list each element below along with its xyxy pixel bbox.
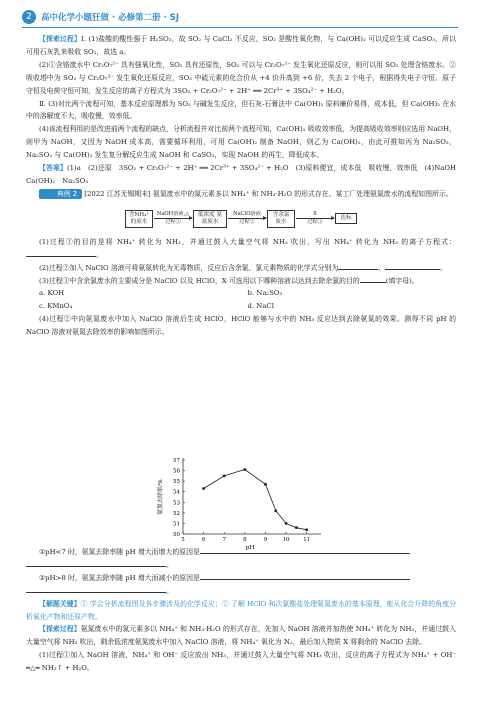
- data-point: [223, 474, 226, 477]
- explore-paragraph-4: (4)该流程利用的是改进前两个流程的缺点，分析流程并对比前两个流程可知，Ca(OH)₂ 吸收效率低，为提高吸收效率则应选用 NaOH，则甲为 NaOH，又因为 NaOH 成本高，需要循环利用，可用 Ca(OH)₂ 制备 NaOH，则乙为 Ca(OH)₂，由此可推知丙为 Na₂SO₃，Na₂SO₃ 与 Ca(OH)₂ 发生复分解反应生成 NaOH 和 CaSO₃，实现 NaOH 的再生，降低成本。: [26, 125, 456, 160]
- question-2-text: (2)过程②加入 NaClO 溶液可将氨氮转化为无毒物质，反应后含余氯、氯元素物质的化学式分别为: [39, 263, 339, 272]
- flow-box-low-conc: 低浓度 氨氮废水: [193, 210, 227, 228]
- page-number: 2: [22, 10, 36, 24]
- answer-blank[interactable]: [360, 282, 386, 283]
- option-c: c. KMnO₄: [39, 302, 73, 311]
- explore-paragraph-3: Ⅱ. (3)对比两个流程可知，基本反应原理都为 SO₂ 与碱发生反应，但石灰-石膏法中 Ca(OH)₂ 原料廉价易得，成本低，但 Ca(OH)₂ 在水中的溶解度不大，吸收慢，效率低。: [26, 99, 456, 121]
- flow-arrow-3-reagent: X: [313, 211, 317, 218]
- x-tick-label: 11: [303, 537, 311, 543]
- explore2-label: 【探索过程】: [39, 625, 81, 634]
- example-text: [2022 江苏无锡期末] 氨氮废水中的氮元素多以 NH₄⁺ 和 NH₃·H₂O 的形式存在。某工厂处理氨氮废水的流程如图所示。: [84, 189, 453, 198]
- answer-blank[interactable]: [200, 579, 410, 580]
- example-badge: 典例 2: [39, 189, 82, 199]
- solve-key-text: ① 学会分析流程图及各步骤涉及的化学反应；② 了解 HClO 和次氯酸盐处理氨氮废水的基本原理，能从化合升降的角度分析氧化产物和还原产物。: [26, 599, 456, 621]
- flow-arrow-2-reagent: NaClO溶液: [233, 211, 261, 218]
- x-tick-label: 8: [243, 537, 247, 543]
- flow-arrow-1-step: 过程①: [165, 219, 181, 226]
- question-3-tail: (填字母)。: [385, 276, 419, 285]
- x-axis-label: pH: [245, 545, 255, 551]
- flow-arrow-1-reagent: NaOH溶液,△: [156, 211, 190, 218]
- flow-box-raw-water: 含NH₄⁺ 的废水: [125, 210, 153, 228]
- question-3: [26, 275, 456, 288]
- answer-text: (1)a (2)还原 3SO₂ + Cr₂O₇²⁻ + 2H⁺ ══ 2Cr³⁺ + 3SO₄²⁻ + H₂O (3)原料便宜，成本低 吸收慢，效率低 (4)NaOH Ca(OH)₂ Na₂SO₃: [26, 164, 463, 185]
- solve-key-label: 【解题关键】: [39, 599, 81, 608]
- explore-paragraph-1: [26, 33, 456, 59]
- question-4a-text: ①pH<7 时，氨氮去除率随 pH 增大而增大的原因是: [39, 548, 200, 556]
- question-4b-text: ②pH>8 时，氨氮去除率随 pH 增大而减小的原因是: [39, 573, 200, 582]
- data-point: [305, 528, 308, 531]
- explore2-paragraph-2: (1)过程①加入 NaOH 溶液，NH₄⁺ 和 OH⁻ 反应放出 NH₃，并通过鼓入大量空气将 NH₃ 吹出，反应的离子方程式为 NH₄⁺ + OH⁻ ═△═ NH₃↑ + H₂O。: [26, 651, 456, 673]
- solve-key-paragraph: [26, 598, 456, 624]
- question-4a: [26, 546, 456, 559]
- page-body: [26, 33, 463, 339]
- x-tick-label: 9: [263, 537, 268, 543]
- x-tick-label: 6: [201, 537, 206, 543]
- data-point: [243, 468, 246, 471]
- y-tick-label: 55: [173, 479, 180, 486]
- data-point: [285, 522, 288, 525]
- example-paragraph: [26, 188, 456, 201]
- removal-rate-chart: [155, 454, 325, 552]
- question-3-text: (3)过程③中含余氯废水的主要成分是 NaClO 以及 HClO，X 可选用以下哪种溶液以达到去除余氯的目的: [39, 276, 360, 285]
- question-2: (2)过程②加入 NaClO 溶液可将氨氮转化为无毒物质，反应后含余氯、氯元素物质的化学式分别为 、 。: [39, 263, 448, 272]
- process-flow-diagram: [26, 206, 456, 232]
- answer-paragraph: [26, 162, 463, 188]
- x-tick-label: 7: [222, 537, 226, 543]
- flow-arrow-2-step: 过程②: [239, 219, 255, 226]
- option-d: d. NaCl: [247, 302, 274, 311]
- flow-box-residual-cl: 含余氯 废水: [267, 210, 295, 228]
- answer-blank[interactable]: [200, 553, 410, 554]
- flow-arrow-3: [296, 211, 334, 226]
- explore-label: 【探索过程】: [39, 35, 82, 43]
- x-tick-label: 5: [181, 537, 185, 543]
- y-tick-label: 50: [173, 532, 180, 538]
- flow-arrow-2: [228, 211, 266, 226]
- question-1-text: (1)过程①的目的是将 NH₄⁺ 转化为 NH₃，并通过鼓入大量空气将 NH₃ 吹出，写出 NH₄⁺ 转化为 NH₃ 的离子方程式：: [39, 237, 456, 246]
- data-point: [274, 509, 277, 512]
- data-point: [295, 526, 298, 529]
- option-b: b. Na₂SO₃: [247, 289, 283, 298]
- data-point: [202, 487, 205, 490]
- page-header: [22, 10, 179, 24]
- question-4: (4)过程②中向氨氮废水中加入 NaClO 溶液后生成 HClO，HClO 能够与水中的 NH₃ 反应达到去除氨氮的效果。测得不同 pH 的 NaClO 溶液对氨氮去除效率的影响如图所示。: [26, 315, 456, 337]
- answer-blank[interactable]: [26, 566, 166, 567]
- answer-blank[interactable]: [26, 592, 166, 593]
- answer-blank[interactable]: [26, 256, 96, 257]
- x-tick-label: 10: [282, 537, 290, 543]
- header-divider: [22, 27, 458, 28]
- explore2-paragraph-1: [26, 623, 456, 649]
- y-tick-label: 51: [173, 521, 180, 528]
- flow-arrow-1: [154, 211, 192, 226]
- explore-text-1: Ⅰ. (1)盐酸的酸性强于 H₂SO₃，故 SO₂ 与 CaCl₂ 不反应，SO₂ 是酸性氧化物，与 Ca(OH)₂ 可以反应生成 CaSO₃，所以可用石灰乳来吸收 SO₂，故选 a。: [26, 35, 456, 56]
- answer-label: 【答案】: [39, 164, 67, 173]
- y-tick-label: 57: [173, 458, 180, 464]
- answer-blank[interactable]: [385, 269, 440, 270]
- page-body-lower: [26, 546, 456, 675]
- y-tick-label: 54: [173, 489, 180, 496]
- book-title: 高中化学小题狂做 · 必修第二册 · SJ: [41, 13, 180, 23]
- answer-blank[interactable]: [338, 269, 378, 270]
- question-4b-line2: 。: [26, 585, 456, 598]
- flow-arrow-3-step: 过程③: [307, 219, 323, 226]
- question-1: (1)过程①的目的是将 NH₄⁺ 转化为 NH₃，并通过鼓入大量空气将 NH₃ 吹出，写出 NH₄⁺ 转化为 NH₃ 的离子方程式：。: [26, 236, 456, 262]
- removal-rate-chart-wrap: [0, 452, 480, 554]
- y-tick-label: 56: [173, 468, 180, 475]
- data-point: [264, 483, 267, 486]
- y-axis-label: 氨氮去除率/%: [158, 479, 164, 515]
- removal-rate-line: [204, 470, 307, 530]
- option-a: a. KOH: [39, 289, 65, 298]
- flow-box-qualified: 达标: [335, 213, 357, 224]
- options-list: [26, 287, 456, 313]
- y-tick-label: 53: [173, 500, 180, 507]
- explore-paragraph-2: (2)①含铬废水中 Cr₂O₇²⁻ 具有强氧化性，SO₂ 具有还原性，SO₂ 可以与 Cr₂O₇²⁻ 发生氧化还原反应，则可以用 SO₂ 处理含铬废水。②吸收塔中为 SO₂ 与 Cr₂O₇²⁻ 发生氧化还原反应，SO₂ 中硫元素的化合价从 +4 价升高到 +6 价，失去 2 个电子，根据得失电子守恒、原子守恒及电荷守恒可知，发生反应的离子方程式为 3SO₂ + Cr₂O₇²⁻ + 2H⁺ ══ 2Cr³⁺ + 3SO₄²⁻ + H₂O。: [26, 60, 456, 95]
- question-4b: [26, 572, 456, 585]
- question-4a-line2: 。: [26, 559, 456, 572]
- y-tick-label: 52: [173, 510, 180, 517]
- explore2-text-1: 氨氮废水中的氮元素多以 NH₄⁺ 和 NH₃·H₂O 的形式存在，先加入 NaOH 溶液并加热使 NH₄⁺ 转化为 NH₃，并通过鼓入大量空气将 NH₃ 吹出，剩余低浓度氨氮废水中加入 NaClO 溶液，将 NH₄⁺ 氧化为 N₂，最后加入物质 X 将剩余的 NaClO 去除。: [26, 625, 457, 647]
